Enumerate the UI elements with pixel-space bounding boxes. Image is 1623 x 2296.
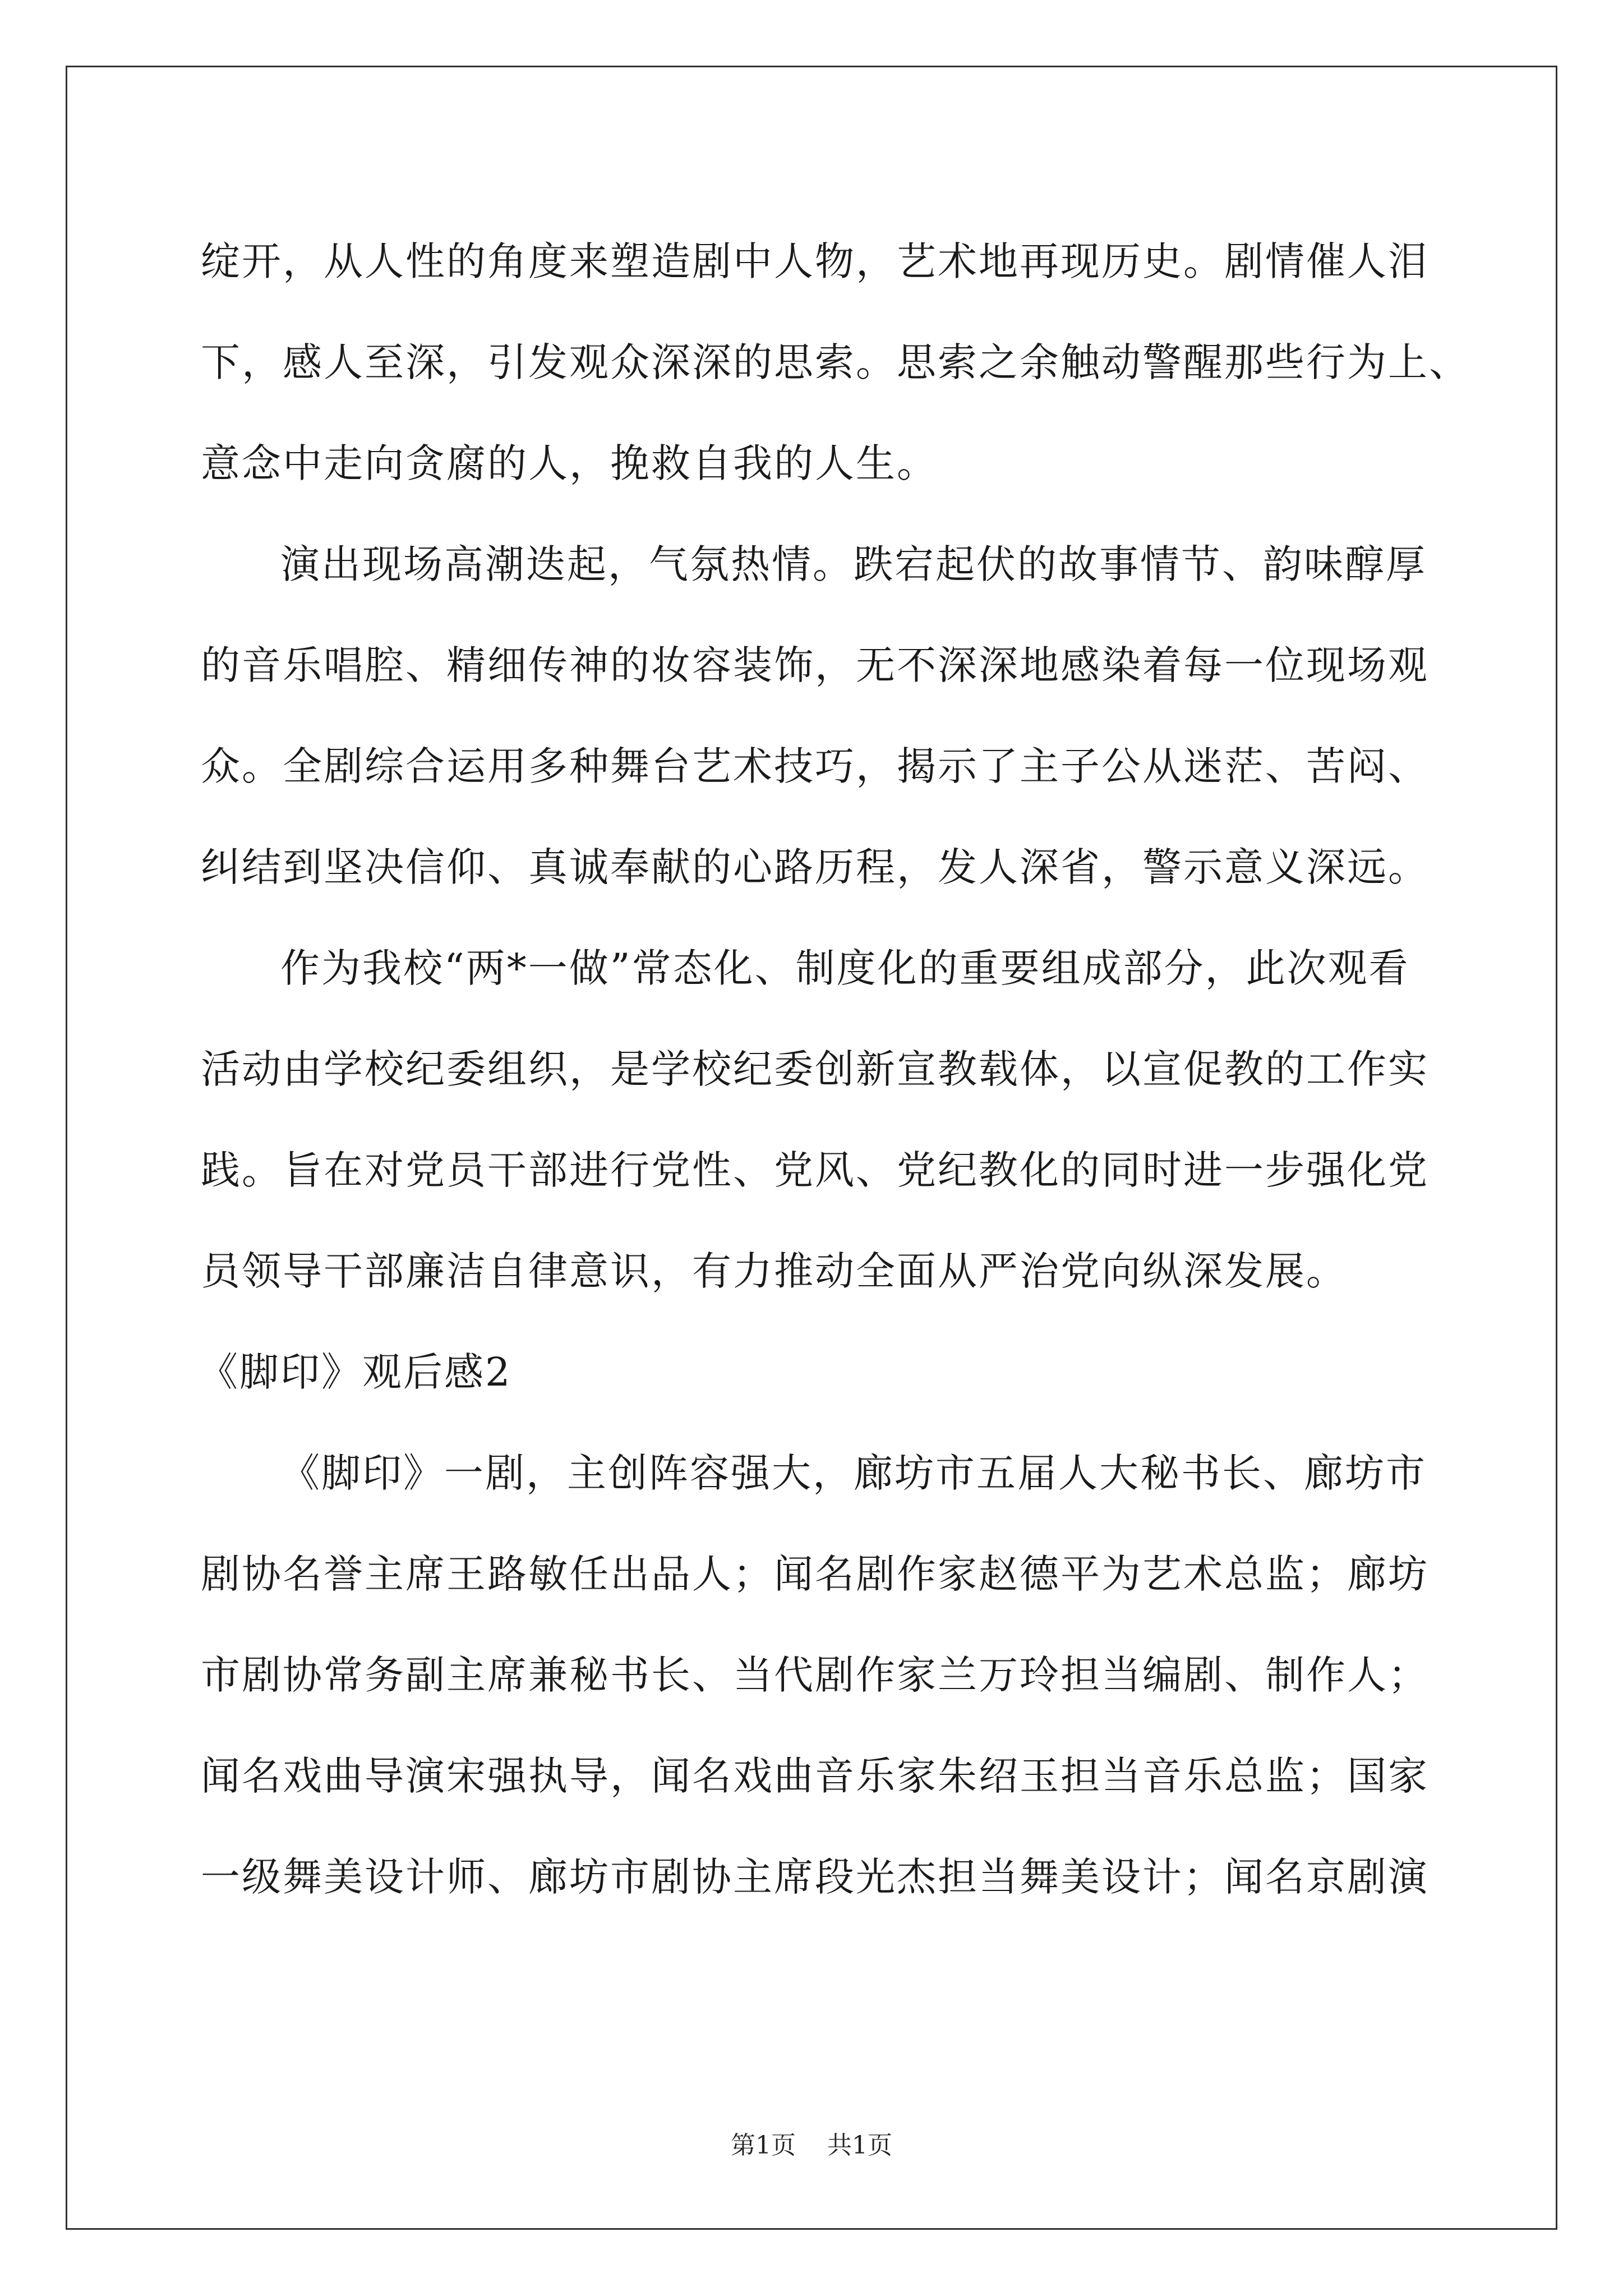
text-line-17: 一级舞美设计师、廊坊市剧协主席段光杰担当舞美设计；闻名京剧演	[201, 1854, 1429, 1900]
text-line-3: 意念中走向贪腐的人，挽救自我的人生。	[201, 440, 938, 486]
page-total: 共1页	[827, 2131, 892, 2160]
text-line-4: 演出现场高潮迭起，气氛热情。跌宕起伏的故事情节、韵味醇厚	[280, 541, 1427, 587]
text-line-14: 剧协名誉主席王路敏任出品人；闻名剧作家赵德平为艺术总监；廊坊	[201, 1551, 1429, 1597]
text-line-5: 的音乐唱腔、精细传神的妆容装饰，无不深深地感染着每一位现场观	[201, 642, 1429, 688]
text-line-7: 纠结到坚决信仰、真诚奉献的心路历程，发人深省，警示意义深远。	[201, 844, 1429, 890]
text-line-15: 市剧协常务副主席兼秘书长、当代剧作家兰万玲担当编剧、制作人；	[201, 1652, 1429, 1698]
text-line-8: 作为我校“两*一做”常态化、制度化的重要组成部分，此次观看	[280, 945, 1410, 991]
text-line-6: 众。全剧综合运用多种舞台艺术技巧，揭示了主子公从迷茫、苦闷、	[201, 743, 1429, 789]
text-line-13: 《脚印》一剧，主创阵容强大，廊坊市五届人大秘书长、廊坊市	[280, 1450, 1427, 1496]
text-line-10: 践。旨在对党员干部进行党性、党风、党纪教化的同时进一步强化党	[201, 1147, 1429, 1193]
page-number: 第1页	[731, 2131, 796, 2160]
section-heading: 《脚印》观后感2	[199, 1349, 512, 1395]
text-line-2: 下，感人至深，引发观众深深的思索。思索之余触动警醒那些行为上、	[201, 339, 1470, 385]
text-line-16: 闻名戏曲导演宋强执导，闻名戏曲音乐家朱绍玉担当音乐总监；国家	[201, 1753, 1429, 1799]
document-body	[199, 211, 1470, 1927]
text-line-11: 员领导干部廉洁自律意识，有力推动全面从严治党向纵深发展。	[201, 1248, 1347, 1294]
text-line-1: 绽开，从人性的角度来塑造剧中人物，艺术地再现历史。剧情催人泪	[201, 238, 1429, 284]
text-line-9: 活动由学校纪委组织，是学校纪委创新宣教载体，以宣促教的工作实	[201, 1046, 1429, 1092]
page-footer	[0, 2129, 1623, 2162]
